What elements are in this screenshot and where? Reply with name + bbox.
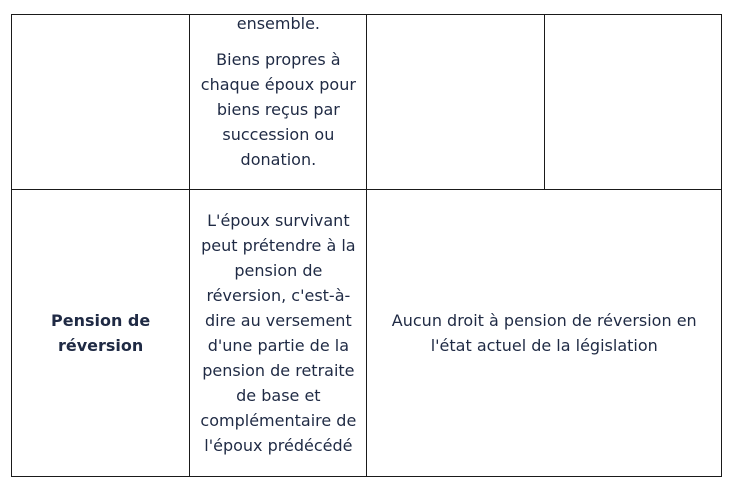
row-heading-text: Pension de réversion bbox=[51, 311, 151, 355]
mariage-cell-continuation bbox=[190, 15, 367, 190]
comparison-table bbox=[11, 14, 722, 477]
mariage-text-propres: Biens propres à chaque époux pour biens reçus par succession ou donation. bbox=[200, 50, 356, 169]
concubinage-cell-continuation bbox=[544, 15, 721, 190]
mariage-cell-pension: L'époux survivant peut prétendre à la pension de réversion, c'est-à-dire au versement d'une partie de la pension de retraite de base et complémentaire de l'époux prédécédé bbox=[190, 190, 367, 477]
row-heading-pension bbox=[12, 190, 190, 477]
table-row-continuation bbox=[12, 15, 722, 190]
pacs-concubinage-cell-pension: Aucun droit à pension de réversion en l'état actuel de la législation bbox=[367, 190, 722, 477]
mariage-text-fragment: ensemble. bbox=[236, 14, 320, 33]
table-row-pension bbox=[12, 190, 722, 477]
row-heading-empty-cell bbox=[12, 15, 190, 190]
pacs-cell-continuation bbox=[367, 15, 544, 190]
